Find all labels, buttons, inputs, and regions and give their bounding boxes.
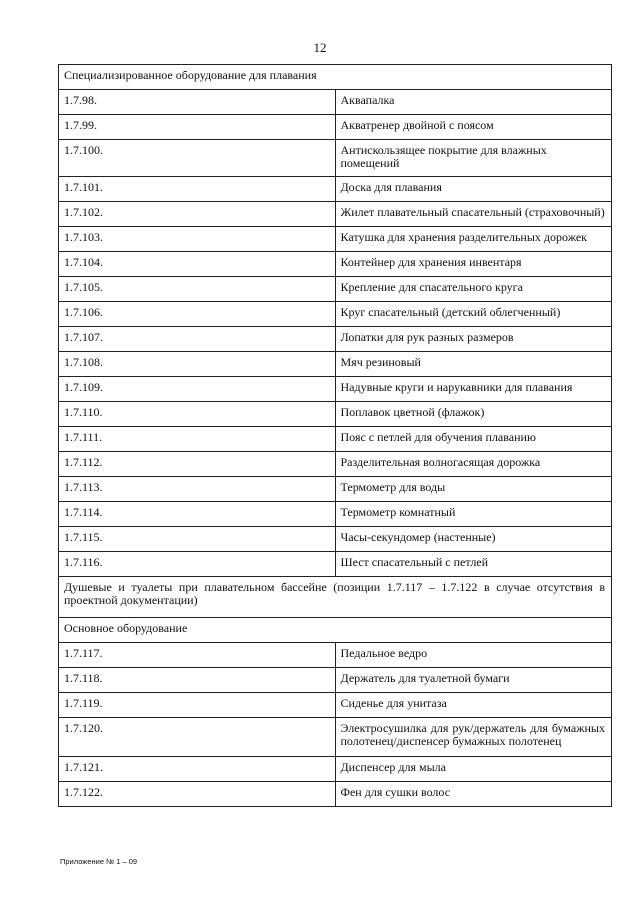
item-code: 1.7.104. [59, 252, 336, 277]
item-code: 1.7.111. [59, 427, 336, 452]
table-row [59, 427, 612, 452]
table-row [59, 115, 612, 140]
item-name: Лопатки для рук разных размеров [335, 327, 612, 352]
table-row [59, 668, 612, 693]
item-name: Мяч резиновый [335, 352, 612, 377]
item-code: 1.7.114. [59, 502, 336, 527]
item-name: Пояс с петлей для обучения плаванию [335, 427, 612, 452]
item-name: Термометр для воды [335, 477, 612, 502]
table-row [59, 527, 612, 552]
table-row [59, 452, 612, 477]
item-code: 1.7.116. [59, 552, 336, 577]
section-heading-cell: Специализированное оборудование для плавания [59, 65, 612, 90]
item-code: 1.7.105. [59, 277, 336, 302]
item-name: Держатель для туалетной бумаги [335, 668, 612, 693]
section-heading [59, 577, 612, 618]
page-number: 12 [313, 40, 327, 55]
item-name: Антискользящее покрытие для влажных помещений [335, 140, 612, 177]
item-code: 1.7.122. [59, 782, 336, 807]
item-name: Сиденье для унитаза [335, 693, 612, 718]
table-row [59, 140, 612, 177]
table-row [59, 252, 612, 277]
item-code: 1.7.120. [59, 718, 336, 757]
item-name: Круг спасательный (детский облегченный) [335, 302, 612, 327]
table-row [59, 277, 612, 302]
footer-note: Приложение № 1 – 09 [60, 857, 138, 866]
table-row [59, 477, 612, 502]
item-code: 1.7.98. [59, 90, 336, 115]
table-row [59, 782, 612, 807]
table-row [59, 202, 612, 227]
item-name: Надувные круги и нарукавники для плавания [335, 377, 612, 402]
item-code: 1.7.110. [59, 402, 336, 427]
item-code: 1.7.102. [59, 202, 336, 227]
section-subheading [59, 618, 612, 643]
item-code: 1.7.100. [59, 140, 336, 177]
item-code: 1.7.119. [59, 693, 336, 718]
table-row [59, 552, 612, 577]
item-code: 1.7.109. [59, 377, 336, 402]
item-name: Фен для сушки волос [335, 782, 612, 807]
item-code: 1.7.106. [59, 302, 336, 327]
section-heading-cell: Душевые и туалеты при плавательном бассейне (позиции 1.7.117 – 1.7.122 в случае отсутствия в проектной документации) [59, 577, 612, 618]
item-name: Поплавок цветной (флажок) [335, 402, 612, 427]
item-name: Электросушилка для рук/держатель для бумажных полотенец/диспенсер бумажных полотенец [335, 718, 612, 757]
item-name: Термометр комнатный [335, 502, 612, 527]
item-code: 1.7.113. [59, 477, 336, 502]
item-code: 1.7.118. [59, 668, 336, 693]
item-name: Аквапалка [335, 90, 612, 115]
equipment-table [58, 64, 612, 807]
item-code: 1.7.101. [59, 177, 336, 202]
item-code: 1.7.115. [59, 527, 336, 552]
item-name: Катушка для хранения разделительных дорожек [335, 227, 612, 252]
item-name: Крепление для спасательного круга [335, 277, 612, 302]
table-row [59, 377, 612, 402]
section-heading [59, 65, 612, 90]
table-row [59, 352, 612, 377]
table-row [59, 327, 612, 352]
item-code: 1.7.107. [59, 327, 336, 352]
section-subheading-cell: Основное оборудование [59, 618, 612, 643]
table-row [59, 177, 612, 202]
table-row [59, 90, 612, 115]
table-row [59, 302, 612, 327]
item-name: Педальное ведро [335, 643, 612, 668]
item-name: Контейнер для хранения инвентаря [335, 252, 612, 277]
table-row [59, 502, 612, 527]
table-row [59, 757, 612, 782]
item-name: Разделительная волногасящая дорожка [335, 452, 612, 477]
equipment-table-body [59, 65, 612, 807]
item-code: 1.7.103. [59, 227, 336, 252]
table-row [59, 227, 612, 252]
item-name: Шест спасательный с петлей [335, 552, 612, 577]
table-row [59, 718, 612, 757]
item-code: 1.7.108. [59, 352, 336, 377]
item-name: Диспенсер для мыла [335, 757, 612, 782]
item-name: Доска для плавания [335, 177, 612, 202]
item-name: Часы-секундомер (настенные) [335, 527, 612, 552]
table-row [59, 643, 612, 668]
item-code: 1.7.117. [59, 643, 336, 668]
table-row [59, 693, 612, 718]
item-code: 1.7.121. [59, 757, 336, 782]
item-name: Акватренер двойной с поясом [335, 115, 612, 140]
item-code: 1.7.112. [59, 452, 336, 477]
item-code: 1.7.99. [59, 115, 336, 140]
item-name: Жилет плавательный спасательный (страховочный) [335, 202, 612, 227]
table-row [59, 402, 612, 427]
